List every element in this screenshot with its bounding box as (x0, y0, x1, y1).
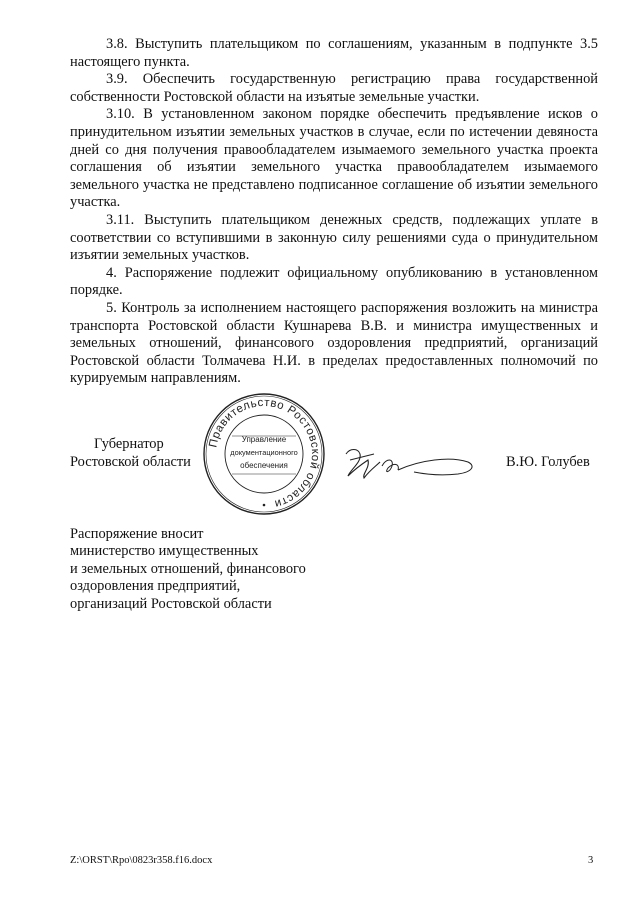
signer-title-line2: Ростовской области (70, 453, 191, 470)
stamp-star-icon (263, 504, 266, 507)
handwritten-signature (340, 442, 480, 482)
paragraph-3-8: 3.8. Выступить плательщиком по соглашениям, указанным в подпункте 3.5 настоящего пункта. (70, 36, 598, 70)
stamp-inner-line1: Управление (241, 435, 287, 444)
submitter-line: оздоровления предприятий, (70, 578, 241, 595)
paragraph-4: 4. Распоряжение подлежит официальному опубликованию в установленном порядке. (70, 264, 598, 299)
submitter-block (70, 526, 370, 613)
paragraph-5: 5. Контроль за исполнением настоящего распоряжения возложить на министра транспорта Ростовской области Кушнарева В.В. и министра имущественных и земельных отношений, финансового оздоровления предприятий, организаций Ростовской области Толмачева Н.И. в пределах предоставленных полномочий по курируемым направлениям. (70, 299, 598, 387)
official-stamp (202, 392, 326, 516)
stamp-inner-line2: документационного (230, 448, 298, 457)
paragraph-3-11: 3.11. Выступить плательщиком денежных средств, подлежащих уплате в соответствии со вступившими в законную силу решениями суда о принудительном изъятии земельных участков. (70, 211, 598, 264)
submitter-line: министерство имущественных (70, 543, 259, 560)
signer-name: В.Ю. Голубев (506, 454, 590, 470)
signer-title (70, 436, 204, 471)
footer-file-path: Z:\ORST\Rpo\0823r358.f16.docx (70, 855, 213, 866)
paragraph-3-10: 3.10. В установленном законом порядке обеспечить предъявление исков о принудительном изъятии земельных участков в случае, если по истечении девяноста дней со дня получения правообладателем изымаемого земельного участка проекта соглашения об изъятии земельного участка правообладателем изымаемого земельного участка не представлено подписанное соглашение об изъятии земельного участка. (70, 106, 598, 211)
signer-title-line1: Губернатор (94, 436, 164, 452)
submitter-line: организаций Ростовской области (70, 595, 272, 612)
page-number: 3 (588, 855, 594, 866)
document-body (70, 36, 598, 388)
stamp-inner-line3: обеспечения (240, 461, 288, 470)
paragraph-3-9: 3.9. Обеспечить государственную регистрацию права государственной собственности Ростовской области на изъятые земельные участки. (70, 71, 598, 105)
submitter-line: и земельных отношений, финансового (70, 560, 306, 577)
submitter-line: Распоряжение вносит (70, 526, 204, 542)
stamp-outer-text: Правительство Ростовской области (207, 396, 322, 510)
signature-block (70, 392, 600, 512)
